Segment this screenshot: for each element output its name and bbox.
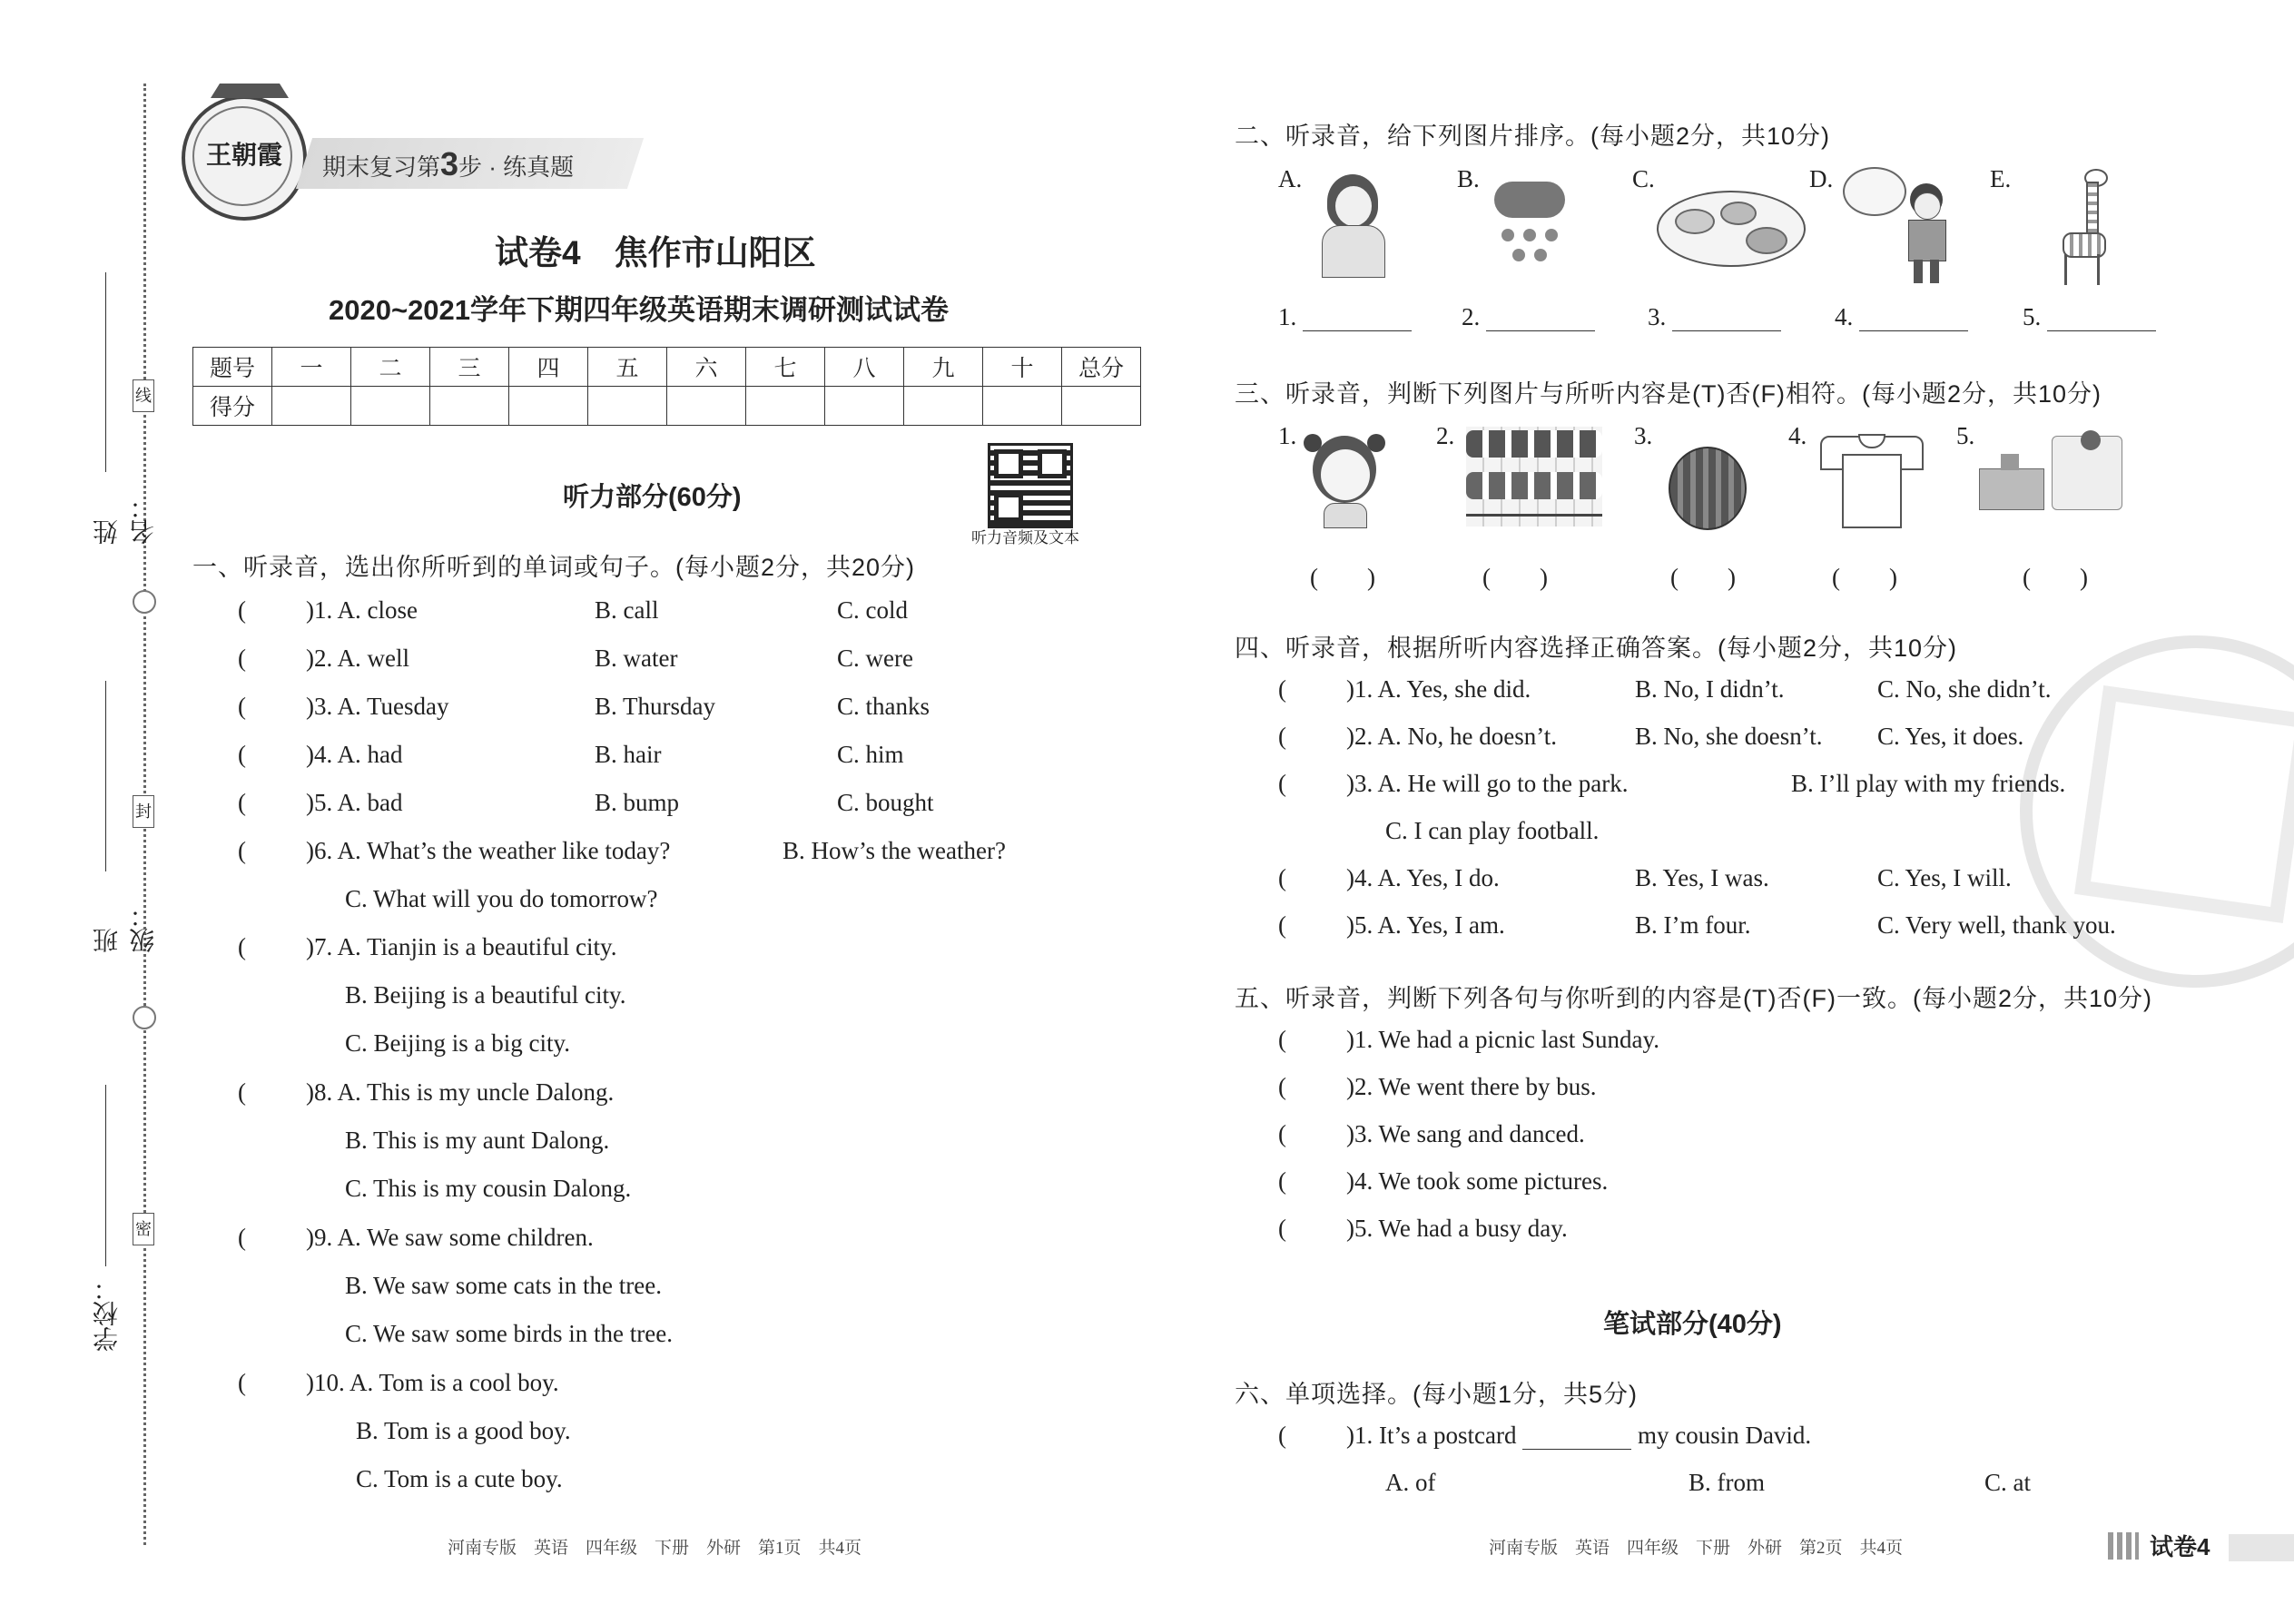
order-blank-1[interactable]: 1. xyxy=(1278,303,1412,331)
brand-name: 王朝霞 xyxy=(205,140,282,170)
binding-ornament xyxy=(133,590,156,614)
option-c: C. No, she didn’t. xyxy=(1877,675,2052,703)
statement: )3. We sang and danced. xyxy=(1346,1120,1585,1147)
answer-paren[interactable]: ( xyxy=(238,693,246,720)
option-b: B. Yes, I was. xyxy=(1635,864,1769,891)
option-b: B. No, she doesn’t. xyxy=(1635,723,1823,750)
order-blank-5[interactable]: 5. xyxy=(2023,303,2156,331)
food-table-picture xyxy=(1657,182,1802,268)
sec6-q1 xyxy=(1278,1422,2186,1503)
fill-blank[interactable] xyxy=(1522,1427,1631,1450)
option-c: C. thanks xyxy=(837,693,930,720)
score-table-score-row xyxy=(193,387,1141,426)
answer-paren[interactable]: ( xyxy=(238,645,246,672)
option-a: )5. A. bad xyxy=(306,789,403,816)
option-c: C. Tom is a cute boy. xyxy=(356,1465,563,1492)
score-input-cell[interactable] xyxy=(825,387,904,426)
table-cell: 总分 xyxy=(1062,348,1141,387)
option-b: B. I’m four. xyxy=(1635,911,1751,939)
footer-left: 河南专版 英语 四年级 下册 外研 第1页 共4页 xyxy=(448,1539,862,1558)
answer-paren[interactable]: ( xyxy=(238,1369,246,1396)
pic-label-d: D. xyxy=(1809,165,1834,192)
qr-caption: 听力音频及文本 xyxy=(971,529,1079,546)
score-table xyxy=(192,347,1141,426)
children-group-picture xyxy=(1466,427,1602,527)
answer-paren[interactable]: ( xyxy=(1278,911,1286,939)
section4-title: 四、听录音，根据所听内容选择正确答案。(每小题2分，共10分) xyxy=(1235,635,1958,662)
score-input-cell[interactable] xyxy=(983,387,1062,426)
brand-crown-icon xyxy=(211,84,289,98)
option-c: C. What will you do tomorrow? xyxy=(345,885,658,912)
sec4-q4 xyxy=(1278,864,2186,897)
option-a: )8. A. This is my uncle Dalong. xyxy=(306,1078,615,1106)
table-cell: 题号 xyxy=(193,348,272,387)
option-b: B. water xyxy=(595,645,678,672)
answer-paren[interactable]: ( xyxy=(1278,723,1286,750)
school-field[interactable] xyxy=(89,1085,125,1357)
sec4-q3 xyxy=(1278,770,2186,851)
living-room-picture xyxy=(1979,427,2124,527)
sec1-q2 xyxy=(238,645,1055,677)
footer-right: 河南专版 英语 四年级 下册 外研 第2页 共4页 xyxy=(1489,1539,1904,1558)
option-c: C. Yes, I will. xyxy=(1877,864,2012,891)
tf-paren-1[interactable]: ( ) xyxy=(1310,564,1375,591)
option-a: A. of xyxy=(1385,1469,1436,1496)
option-b: B. Beijing is a beautiful city. xyxy=(345,981,626,1009)
sec1-q7 xyxy=(238,933,1055,1069)
boy-thinking-picture xyxy=(1843,167,1961,285)
option-a: )4. A. Yes, I do. xyxy=(1346,864,1500,891)
table-cell: 八 xyxy=(825,348,904,387)
table-cell: 一 xyxy=(272,348,351,387)
class-label: 班级： xyxy=(93,902,157,953)
order-blank-3[interactable]: 3. xyxy=(1648,303,1781,331)
corner-tag-bar xyxy=(2229,1534,2294,1561)
statement: )2. We went there by bus. xyxy=(1346,1073,1597,1100)
name-field[interactable] xyxy=(89,272,157,545)
pic-label-a: A. xyxy=(1278,165,1303,192)
girl-face-picture xyxy=(1304,427,1385,527)
statement: )5. We had a busy day. xyxy=(1346,1215,1568,1242)
answer-paren[interactable]: ( xyxy=(238,1078,246,1106)
score-input-cell[interactable] xyxy=(904,387,983,426)
sec5-item xyxy=(1278,1167,2095,1200)
step-label: 期末复习第3步 · 练真题 xyxy=(322,145,575,182)
pic-num-1: 1. xyxy=(1278,422,1297,449)
sec5-item xyxy=(1278,1120,2095,1153)
option-b: B. bump xyxy=(595,789,680,816)
table-cell: 十 xyxy=(983,348,1062,387)
option-c: C. bought xyxy=(837,789,934,816)
pic-num-4: 4. xyxy=(1788,422,1807,449)
seal-char-xian: 线 xyxy=(133,379,154,412)
sec1-q3 xyxy=(238,693,1055,725)
brand-logo xyxy=(182,95,307,221)
tf-paren-3[interactable]: ( ) xyxy=(1670,564,1736,591)
score-table-header-row xyxy=(193,348,1141,387)
option-b: B. I’ll play with my friends. xyxy=(1791,770,2066,797)
answer-paren[interactable]: ( xyxy=(1278,864,1286,891)
score-input-cell[interactable] xyxy=(509,387,588,426)
score-input-cell[interactable] xyxy=(272,387,351,426)
class-field[interactable] xyxy=(89,681,157,953)
table-cell: 四 xyxy=(509,348,588,387)
statement: )4. We took some pictures. xyxy=(1346,1167,1609,1195)
answer-paren[interactable]: ( xyxy=(1278,675,1286,703)
answer-paren[interactable]: ( xyxy=(238,837,246,864)
sec1-q6 xyxy=(238,837,1100,919)
question-stem: )1. It’s a postcard my cousin David. xyxy=(1346,1422,1812,1449)
pic-label-b: B. xyxy=(1457,165,1480,192)
binding-ornament xyxy=(133,1006,156,1029)
option-c: C. him xyxy=(837,741,904,768)
table-cell: 三 xyxy=(430,348,509,387)
sec1-q1 xyxy=(238,596,1055,629)
answer-paren[interactable]: ( xyxy=(1278,770,1286,797)
answer-paren[interactable]: ( xyxy=(1278,1215,1286,1242)
table-cell: 二 xyxy=(351,348,430,387)
section6-title: 六、单项选择。(每小题1分，共5分) xyxy=(1235,1381,1639,1408)
giraffe-picture xyxy=(2050,169,2122,287)
option-b: B. call xyxy=(595,596,659,624)
answer-paren[interactable]: ( xyxy=(238,789,246,816)
sec5-item xyxy=(1278,1215,2095,1247)
cloud-snow-picture xyxy=(1489,178,1570,269)
option-b: B. Thursday xyxy=(595,693,715,720)
option-b: B. hair xyxy=(595,741,662,768)
listening-title: 听力部分(60分) xyxy=(563,483,742,512)
answer-paren[interactable]: ( xyxy=(238,1224,246,1251)
option-a: )1. A. close xyxy=(306,596,418,624)
option-c: C. This is my cousin Dalong. xyxy=(345,1175,632,1202)
score-input-cell[interactable] xyxy=(588,387,667,426)
option-a: )1. A. Yes, she did. xyxy=(1346,675,1531,703)
table-cell: 六 xyxy=(667,348,746,387)
sec1-q9 xyxy=(238,1224,1055,1360)
score-input-cell[interactable] xyxy=(667,387,746,426)
answer-paren[interactable]: ( xyxy=(1278,1073,1286,1100)
pic-num-3: 3. xyxy=(1634,422,1653,449)
statement: )1. We had a picnic last Sunday. xyxy=(1346,1026,1659,1053)
option-b: B. from xyxy=(1689,1469,1765,1496)
option-b: B. No, I didn’t. xyxy=(1635,675,1785,703)
section1-title: 一、听录音，选出你所听到的单词或句子。(每小题2分，共20分) xyxy=(192,554,916,581)
answer-paren[interactable]: ( xyxy=(1278,1120,1286,1147)
section2-title: 二、听录音，给下列图片排序。(每小题2分，共10分) xyxy=(1235,123,1831,150)
option-c: C. at xyxy=(1984,1469,2031,1496)
sec5-item xyxy=(1278,1026,2095,1058)
pic-num-2: 2. xyxy=(1436,422,1455,449)
option-c: C. We saw some birds in the tree. xyxy=(345,1320,674,1347)
pic-label-e: E. xyxy=(1990,165,2012,192)
table-cell: 得分 xyxy=(193,387,272,426)
option-c: C. were xyxy=(837,645,913,672)
answer-paren[interactable]: ( xyxy=(238,596,246,624)
option-b: B. We saw some cats in the tree. xyxy=(345,1272,662,1299)
sec4-q2 xyxy=(1278,723,2186,755)
girl-picture xyxy=(1314,174,1391,276)
watermelon-picture xyxy=(1669,447,1747,530)
table-cell: 七 xyxy=(746,348,825,387)
answer-paren[interactable]: ( xyxy=(238,933,246,960)
exam-subtitle: 2020~2021学年下期四年级英语期末调研测试试卷 xyxy=(329,294,950,326)
score-input-cell[interactable] xyxy=(430,387,509,426)
option-a: )3. A. He will go to the park. xyxy=(1346,770,1629,797)
qr-code[interactable] xyxy=(988,443,1073,528)
order-blank-2[interactable]: 2. xyxy=(1462,303,1595,331)
table-cell: 五 xyxy=(588,348,667,387)
option-a: )2. A. well xyxy=(306,645,409,672)
section5-title: 五、听录音，判断下列各句与你听到的内容是(T)否(F)一致。(每小题2分，共10分) xyxy=(1235,985,2152,1012)
pic-label-c: C. xyxy=(1632,165,1655,192)
order-blank-4[interactable]: 4. xyxy=(1835,303,1968,331)
option-c: C. Yes, it does. xyxy=(1877,723,2024,750)
score-input-cell[interactable] xyxy=(351,387,430,426)
tf-paren-5[interactable]: ( ) xyxy=(2023,564,2088,591)
school-label: 学校： xyxy=(93,1275,121,1352)
pic-num-5: 5. xyxy=(1956,422,1975,449)
option-a: )4. A. had xyxy=(306,741,403,768)
exam-title: 试卷4 焦作市山阳区 xyxy=(495,234,816,271)
option-c: C. Beijing is a big city. xyxy=(345,1029,570,1057)
section3-title: 三、听录音，判断下列图片与所听内容是(T)否(F)相符。(每小题2分，共10分) xyxy=(1235,380,2102,408)
option-a: )3. A. Tuesday xyxy=(306,693,449,720)
option-a: )2. A. No, he doesn’t. xyxy=(1346,723,1557,750)
option-a: )5. A. Yes, I am. xyxy=(1346,911,1505,939)
option-b: B. How’s the weather? xyxy=(783,837,1006,864)
sec5-item xyxy=(1278,1073,2095,1106)
tf-paren-2[interactable]: ( ) xyxy=(1482,564,1548,591)
answer-paren[interactable]: ( xyxy=(1278,1422,1286,1449)
corner-tag: 试卷4 xyxy=(2150,1533,2210,1560)
seal-char-mi: 密 xyxy=(133,1213,154,1245)
sec1-q10 xyxy=(238,1369,1055,1505)
answer-paren[interactable]: ( xyxy=(1278,1026,1286,1053)
sec1-q4 xyxy=(238,741,1055,773)
sec4-q5 xyxy=(1278,911,2186,944)
option-a: )9. A. We saw some children. xyxy=(306,1224,594,1251)
tf-paren-4[interactable]: ( ) xyxy=(1832,564,1897,591)
option-a: )7. A. Tianjin is a beautiful city. xyxy=(306,933,617,960)
option-c: C. I can play football. xyxy=(1385,817,1600,844)
sec4-q1 xyxy=(1278,675,2186,708)
sec1-q8 xyxy=(238,1078,1055,1215)
corner-tag-pattern xyxy=(2108,1532,2139,1560)
score-input-cell[interactable] xyxy=(1062,387,1141,426)
option-c: C. Very well, thank you. xyxy=(1877,911,2116,939)
sec1-q5 xyxy=(238,789,1055,822)
name-label: 姓名： xyxy=(93,494,157,545)
score-input-cell[interactable] xyxy=(746,387,825,426)
option-a: )10. A. Tom is a cool boy. xyxy=(306,1369,559,1396)
seal-char-feng: 封 xyxy=(133,795,154,828)
option-b: B. This is my aunt Dalong. xyxy=(345,1127,610,1154)
answer-paren[interactable]: ( xyxy=(238,741,246,768)
written-title: 笔试部分(40分) xyxy=(1603,1310,1782,1339)
option-a: )6. A. What’s the weather like today? xyxy=(306,837,671,864)
table-cell: 九 xyxy=(904,348,983,387)
tshirt-picture xyxy=(1820,427,1920,527)
option-b: B. Tom is a good boy. xyxy=(356,1417,571,1444)
option-c: C. cold xyxy=(837,596,908,624)
answer-paren[interactable]: ( xyxy=(1278,1167,1286,1195)
